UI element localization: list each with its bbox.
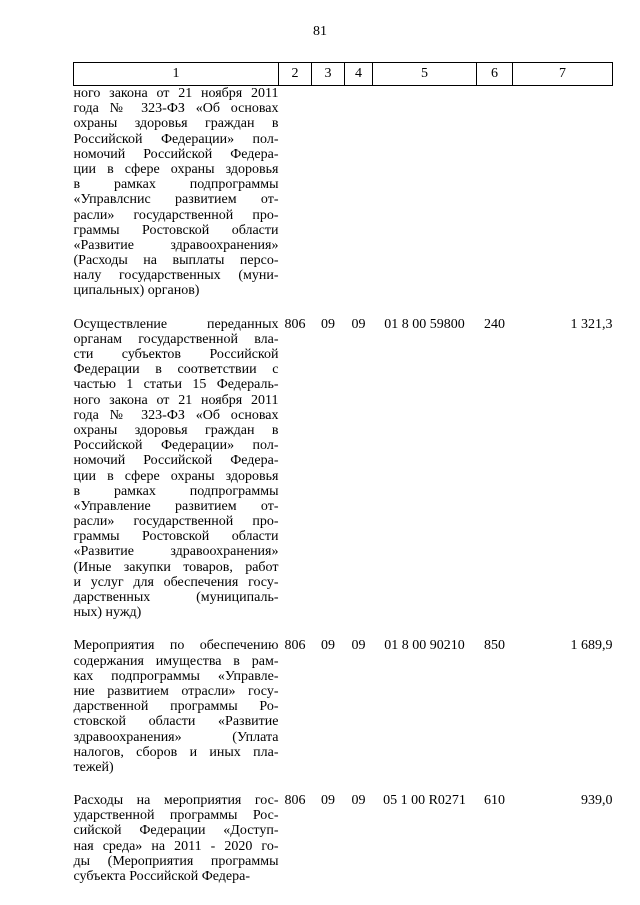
description-line: содержания имущества в рам- bbox=[73, 653, 279, 669]
description-line: в рамках подпрограммы bbox=[73, 177, 279, 193]
row-description bbox=[74, 793, 279, 884]
description-line: «Управление развитием от- bbox=[73, 498, 279, 514]
description-line: года № 323-ФЗ «Об основах bbox=[73, 407, 279, 423]
subsection-code: 09 bbox=[351, 638, 366, 654]
description-line: номочий Российской Федера- bbox=[73, 453, 279, 469]
table-body bbox=[74, 86, 613, 885]
description-line: сийской Федерации «Доступ- bbox=[73, 823, 279, 839]
column-header: 5 bbox=[373, 63, 477, 86]
amount-value: 939,0 bbox=[581, 793, 613, 809]
description-line: Федерации в соответствии с bbox=[73, 362, 279, 378]
amount-value: 1 689,9 bbox=[570, 638, 613, 654]
target-article-code: 05 1 00 R0271 bbox=[383, 793, 466, 809]
budget-table bbox=[73, 62, 613, 884]
description-line: ного закона от 21 ноября 2011 bbox=[73, 86, 279, 101]
description-line: дарственной программы Ро- bbox=[73, 699, 279, 715]
description-line: Мероприятия по обеспечению bbox=[73, 638, 279, 654]
description-line: дарственных (муниципаль- bbox=[73, 590, 279, 605]
column-header: 3 bbox=[312, 63, 345, 86]
amount-value bbox=[513, 86, 613, 299]
section-code: 09 bbox=[321, 638, 335, 654]
description-line: здравоохранения» (Уплата bbox=[73, 729, 279, 745]
description-line: частью 1 статьи 15 Федераль- bbox=[73, 377, 279, 393]
expense-type-code: 240 bbox=[484, 316, 505, 332]
description-line: ударственной программы Рос- bbox=[73, 808, 279, 824]
subsection-code: 09 bbox=[351, 316, 366, 332]
column-header: 6 bbox=[477, 63, 513, 86]
description-line: (Расходы на выплаты персо- bbox=[73, 253, 279, 269]
description-line: ции в сфере охраны здоровья bbox=[73, 468, 279, 484]
expense-type-code bbox=[477, 86, 513, 299]
row-spacer bbox=[74, 775, 613, 793]
description-line: в рамках подпрограммы bbox=[73, 483, 279, 499]
description-line: ние развитием отрасли» госу- bbox=[73, 683, 279, 699]
table-header-row bbox=[74, 63, 613, 86]
target-article-code: 01 8 00 90210 bbox=[384, 638, 465, 654]
description-line: Осуществление переданных bbox=[73, 316, 279, 332]
expense-type-code: 610 bbox=[484, 793, 505, 809]
ministry-code bbox=[279, 86, 312, 299]
description-line: (Иные закупки товаров, работ bbox=[73, 559, 279, 575]
description-line: граммы Ростовской области bbox=[73, 529, 279, 545]
description-line: расли» государственной про- bbox=[73, 514, 279, 530]
page-number: 81 bbox=[313, 24, 327, 39]
description-line: охраны здоровья граждан в bbox=[73, 422, 279, 438]
target-article-code bbox=[373, 86, 477, 299]
description-line: номочий Российской Федера- bbox=[73, 146, 279, 162]
section-code: 09 bbox=[321, 793, 335, 809]
row-description bbox=[74, 86, 279, 299]
subsection-code: 09 bbox=[351, 793, 366, 809]
section-code: 09 bbox=[321, 316, 335, 332]
table-row bbox=[74, 86, 613, 299]
description-line: Расходы на мероприятия гос- bbox=[73, 793, 279, 809]
subsection-code bbox=[345, 86, 373, 299]
description-line: ного закона от 21 ноября 2011 bbox=[73, 392, 279, 408]
description-line: охраны здоровья граждан в bbox=[73, 116, 279, 132]
description-line: ции в сфере охраны здоровья bbox=[73, 161, 279, 177]
description-line: расли» государственной про- bbox=[73, 207, 279, 223]
description-line: тежей) bbox=[73, 759, 114, 775]
description-line: граммы Ростовской области bbox=[73, 222, 279, 238]
description-line: года № 323-ФЗ «Об основах bbox=[73, 101, 279, 117]
description-line: налу государственных (муни- bbox=[73, 268, 279, 284]
description-line: органам государственной вла- bbox=[73, 331, 279, 347]
description-line: «Управлснис развитием от- bbox=[73, 192, 279, 208]
target-article-code: 01 8 00 59800 bbox=[384, 316, 465, 332]
amount-value: 1 321,3 bbox=[570, 316, 613, 332]
column-header: 1 bbox=[74, 63, 279, 86]
ministry-code: 806 bbox=[284, 638, 306, 654]
row-description bbox=[74, 638, 279, 775]
description-line: «Развитие здравоохранения» bbox=[73, 544, 279, 560]
table-row bbox=[74, 638, 613, 775]
ministry-code: 806 bbox=[284, 316, 306, 332]
description-line: стовской области «Развитие bbox=[73, 714, 279, 730]
table-row bbox=[74, 317, 613, 621]
description-line: ных) нужд) bbox=[73, 605, 142, 621]
expense-type-code: 850 bbox=[484, 638, 505, 654]
description-line: сти субъектов Российской bbox=[73, 347, 279, 362]
row-description bbox=[74, 317, 279, 621]
column-header: 4 bbox=[345, 63, 373, 86]
description-line: ная среда» на 2011 - 2020 го- bbox=[73, 838, 279, 854]
section-code bbox=[312, 86, 345, 299]
row-spacer bbox=[74, 620, 613, 638]
column-header: 2 bbox=[279, 63, 312, 86]
table-row bbox=[74, 793, 613, 884]
description-line: ках подпрограммы «Управле- bbox=[73, 668, 279, 684]
description-line: ды (Мероприятия программы bbox=[73, 853, 279, 869]
description-line: и услуг для обеспечения госу- bbox=[73, 574, 279, 590]
description-line: Российской Федерации» пол- bbox=[73, 438, 279, 454]
ministry-code: 806 bbox=[284, 793, 306, 809]
description-line: «Развитие здравоохранения» bbox=[73, 237, 279, 253]
description-line: налогов, сборов и иных пла- bbox=[73, 744, 279, 760]
description-line: ципальных) органов) bbox=[73, 283, 200, 299]
description-line: субъекта Российской Федера- bbox=[73, 869, 250, 884]
column-header: 7 bbox=[513, 63, 613, 86]
description-line: Российской Федерации» пол- bbox=[73, 131, 279, 147]
row-spacer bbox=[74, 299, 613, 317]
